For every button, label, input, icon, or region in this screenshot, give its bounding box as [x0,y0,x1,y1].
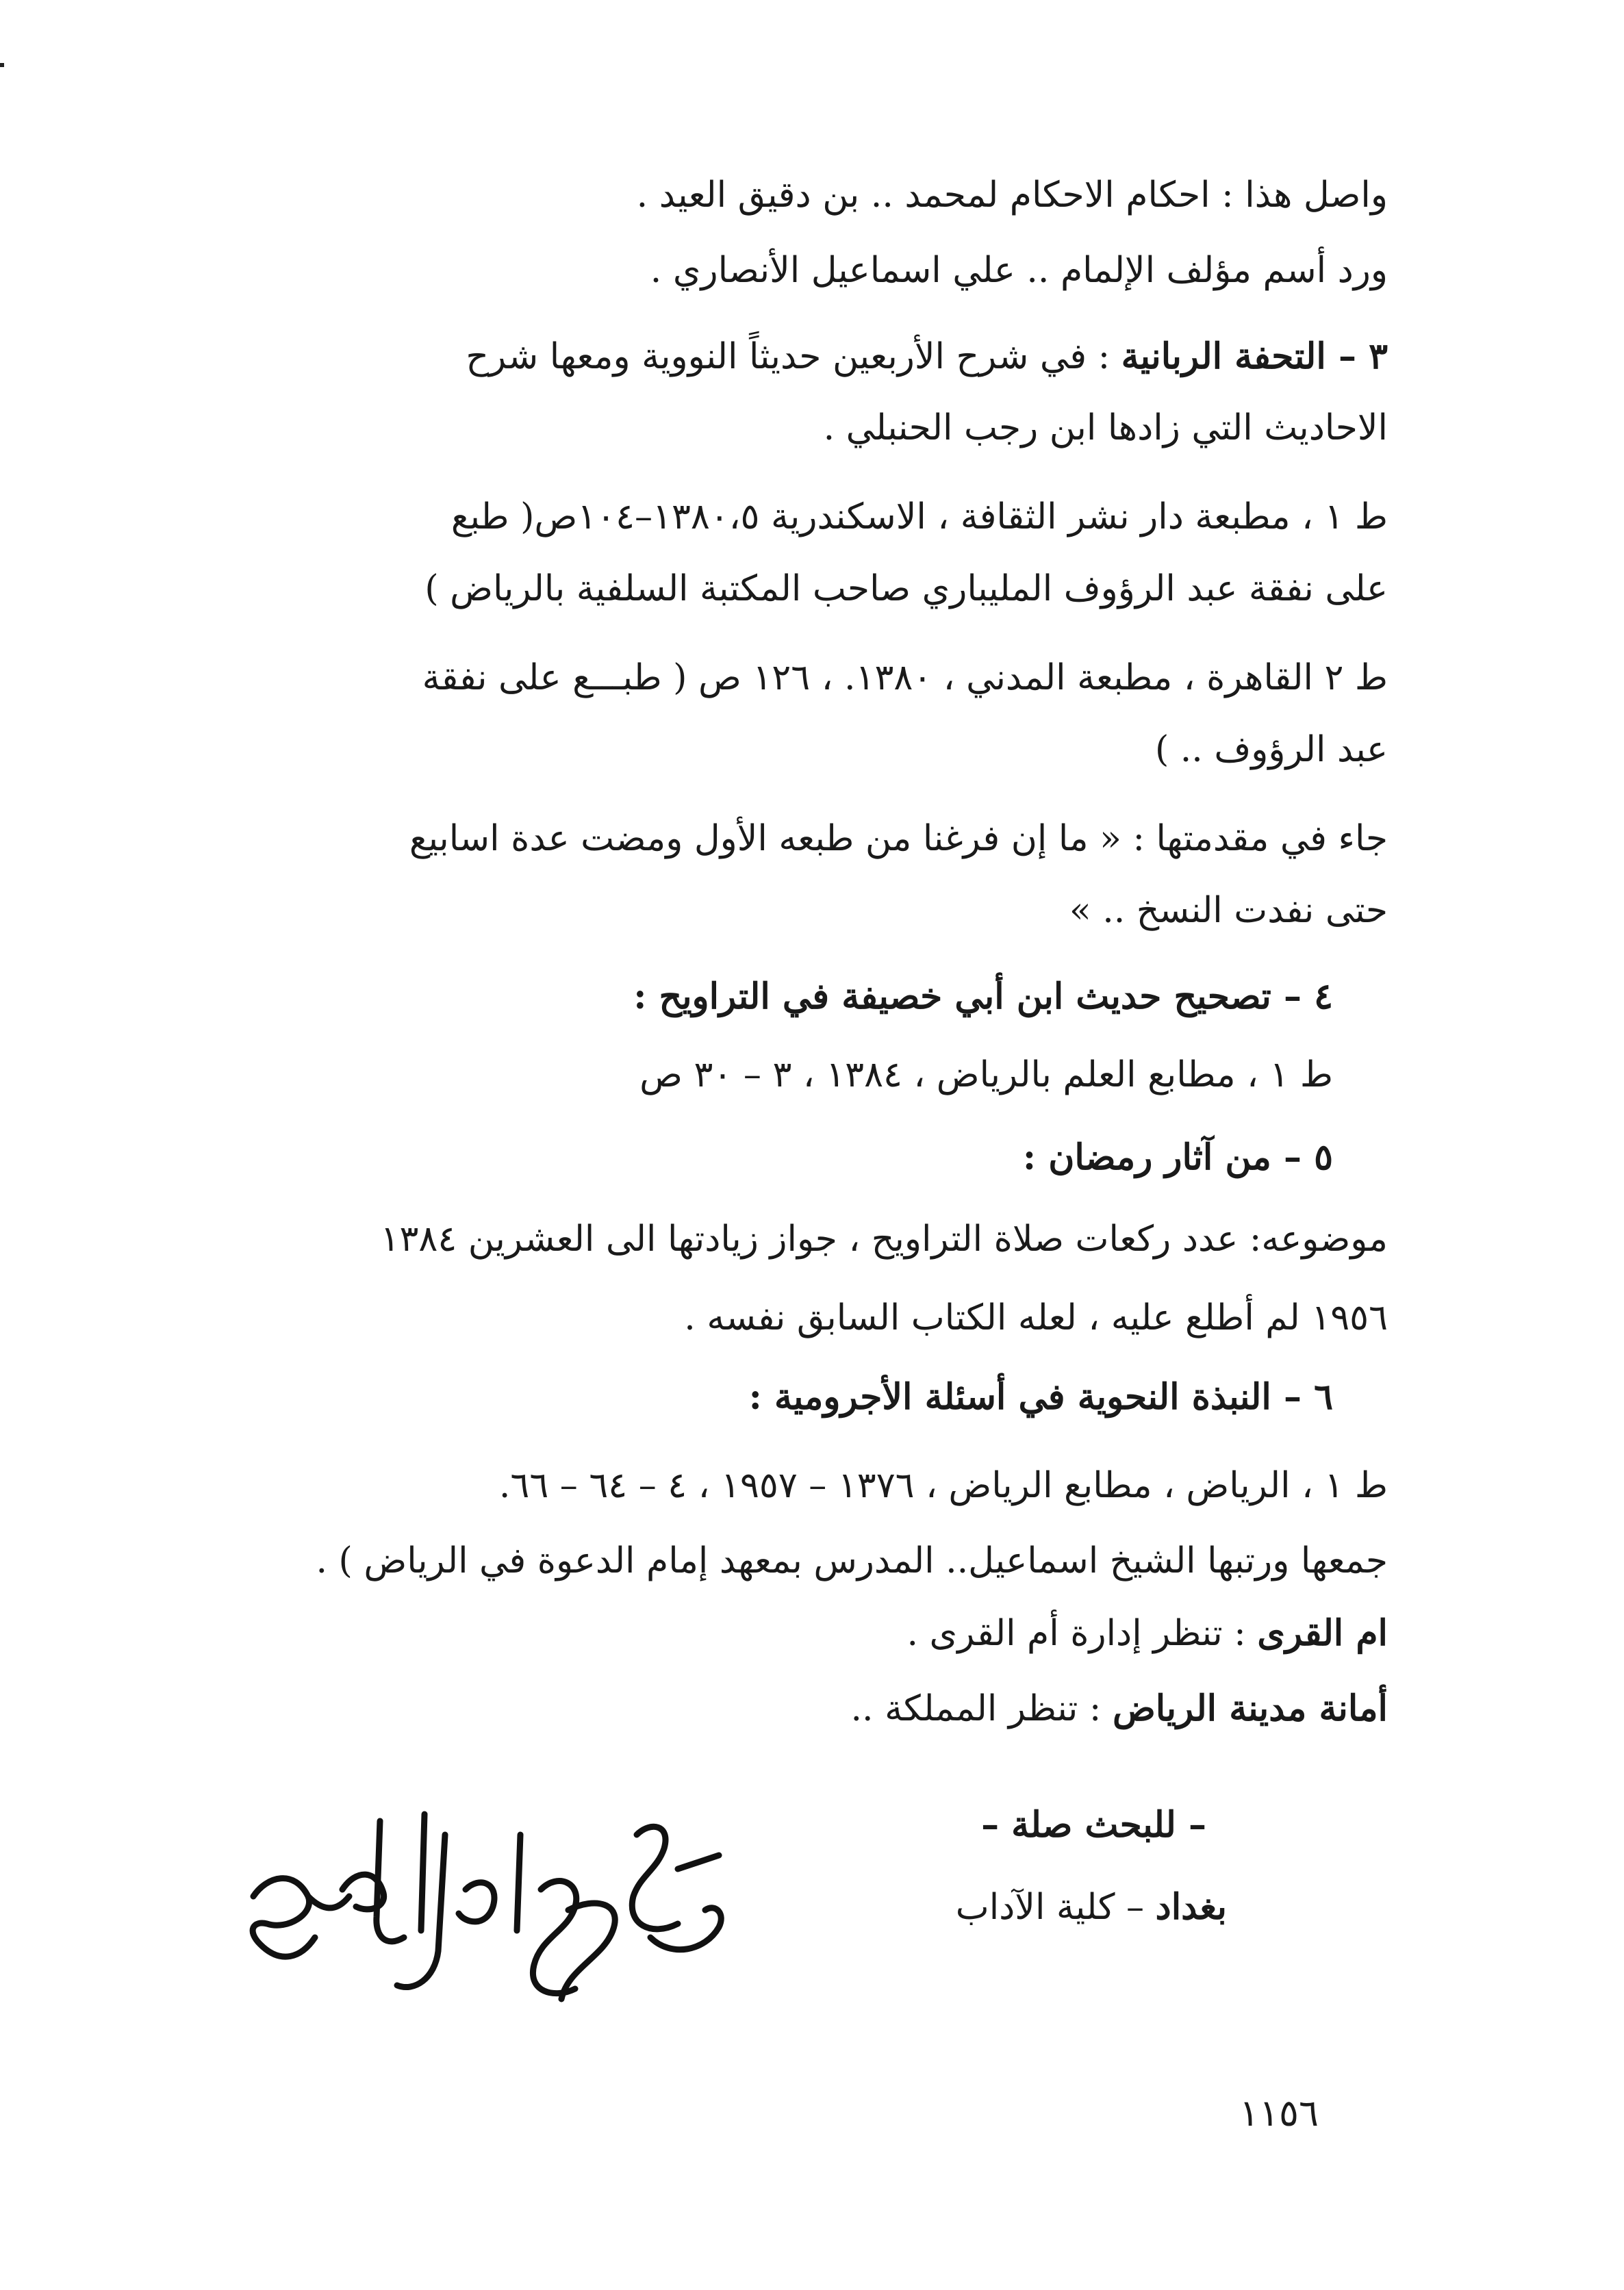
text-content: واصل هذا : احكام الاحكام لمحمد .. بن دقيق العيد . [636,175,1388,216]
page-number [1239,2091,1319,2135]
item-3-description: : في شرح الأربعين حديثاً النووية ومعها شرح [466,336,1121,377]
text-content: عبد الرؤوف .. ) [1154,729,1388,770]
affiliation-line [956,1886,1227,1928]
text-line-2 [650,250,1388,291]
edition-2-line-2 [1155,729,1388,770]
item-5-heading [1023,1136,1333,1178]
text-content: موضوعه: عدد ركعات صلاة التراويح ، جواز زيادتها الى العشرين ١٣٨٤ [380,1219,1388,1260]
item-3-title: ٣ – التحفة الربانية [1121,335,1388,377]
edition-2-line-1 [422,657,1388,698]
text-content: على نفقة عبد الرؤوف المليباري صاحب المكتبة السلفية بالرياض ) [424,568,1388,609]
text-content: – كلية الآداب [955,1887,1156,1928]
text-content: الاحاديث التي زادها ابن رجب الحنبلي . [823,407,1388,448]
item-5-colon: : [1022,1136,1049,1178]
quote-line-1 [409,818,1388,859]
text-content: : تنظر المملكة .. [850,1688,1113,1729]
text-content: ط ١ ، مطبعة دار نشر الثقافة ، الاسكندرية ١٣٨٠،٥–١٠٤ص( طبع [451,496,1388,537]
item-6-edition [499,1465,1388,1506]
item-6-title: ٦ – النبذة النحوية في أسئلة الأجرومية [774,1376,1333,1418]
item-6-colon: : [748,1376,774,1418]
text-content: ١٩٥٦ لم أطلع عليه ، لعله الكتاب السابق نفسه . [684,1297,1388,1338]
item-5-line-2 [684,1297,1388,1338]
text-content: : تنظر إدارة أم القرى . [906,1613,1258,1654]
edition-1-line-2 [424,568,1388,609]
city-label: بغداد [1155,1886,1227,1928]
text-line-1 [637,175,1388,216]
text-content: حتى نفدت النسخ .. » [1069,890,1388,931]
edition-1-line-1 [451,496,1388,537]
item-3-heading [466,335,1388,377]
amana-label: أمانة مدينة الرياض [1112,1688,1388,1729]
text-content: ط ١ ، الرياض ، مطابع الرياض ، ١٣٧٦ – ١٩٥٧ ، ٤ – ٦٤ – ٦٦. [498,1465,1388,1506]
umm-al-qura-line [906,1612,1388,1654]
signature-graphic [240,1794,733,2020]
item-5-title: ٥ – من آثار رمضان [1048,1136,1333,1178]
umm-al-qura-label: ام القرى [1257,1612,1388,1654]
text-content: ورد أسم مؤلف الإلمام .. علي اسماعيل الأنصاري . [650,250,1388,291]
text-content: ط ١ ، مطابع العلم بالرياض ، ١٣٨٤ ، ٣ – ٣٠ ص [639,1054,1333,1095]
item-4-title: ٤ – تصحيح حديث ابن أبي خصيفة في التراويح [659,976,1333,1017]
margin-mark [0,63,4,67]
text-content: جاء في مقدمتها : « ما إن فرغنا من طبعه الأول ومضت عدة اسابيع [409,818,1388,859]
continued-note [981,1804,1206,1846]
quote-line-2 [1069,890,1388,931]
amana-line [851,1688,1388,1729]
text-content: – للبحث صلة – [981,1804,1206,1846]
item-4-edition [639,1054,1333,1095]
handwritten-signature [240,1794,733,2020]
item-4-heading [633,976,1333,1017]
item-6-heading [749,1376,1333,1418]
item-6-note [316,1540,1388,1581]
item-3-line-2 [824,407,1388,448]
item-4-colon: : [633,976,659,1017]
page-number-text: ١١٥٦ [1239,2091,1319,2135]
text-content: ط ٢ القاهرة ، مطبعة المدني ، ١٣٨٠. ، ١٢٦ ص ( طبـــع على نفقة [422,657,1388,698]
text-content: جمعها ورتبها الشيخ اسماعيل.. المدرس بمعهد إمام الدعوة في الرياض ) . [316,1540,1388,1581]
item-5-line-1 [381,1219,1388,1260]
